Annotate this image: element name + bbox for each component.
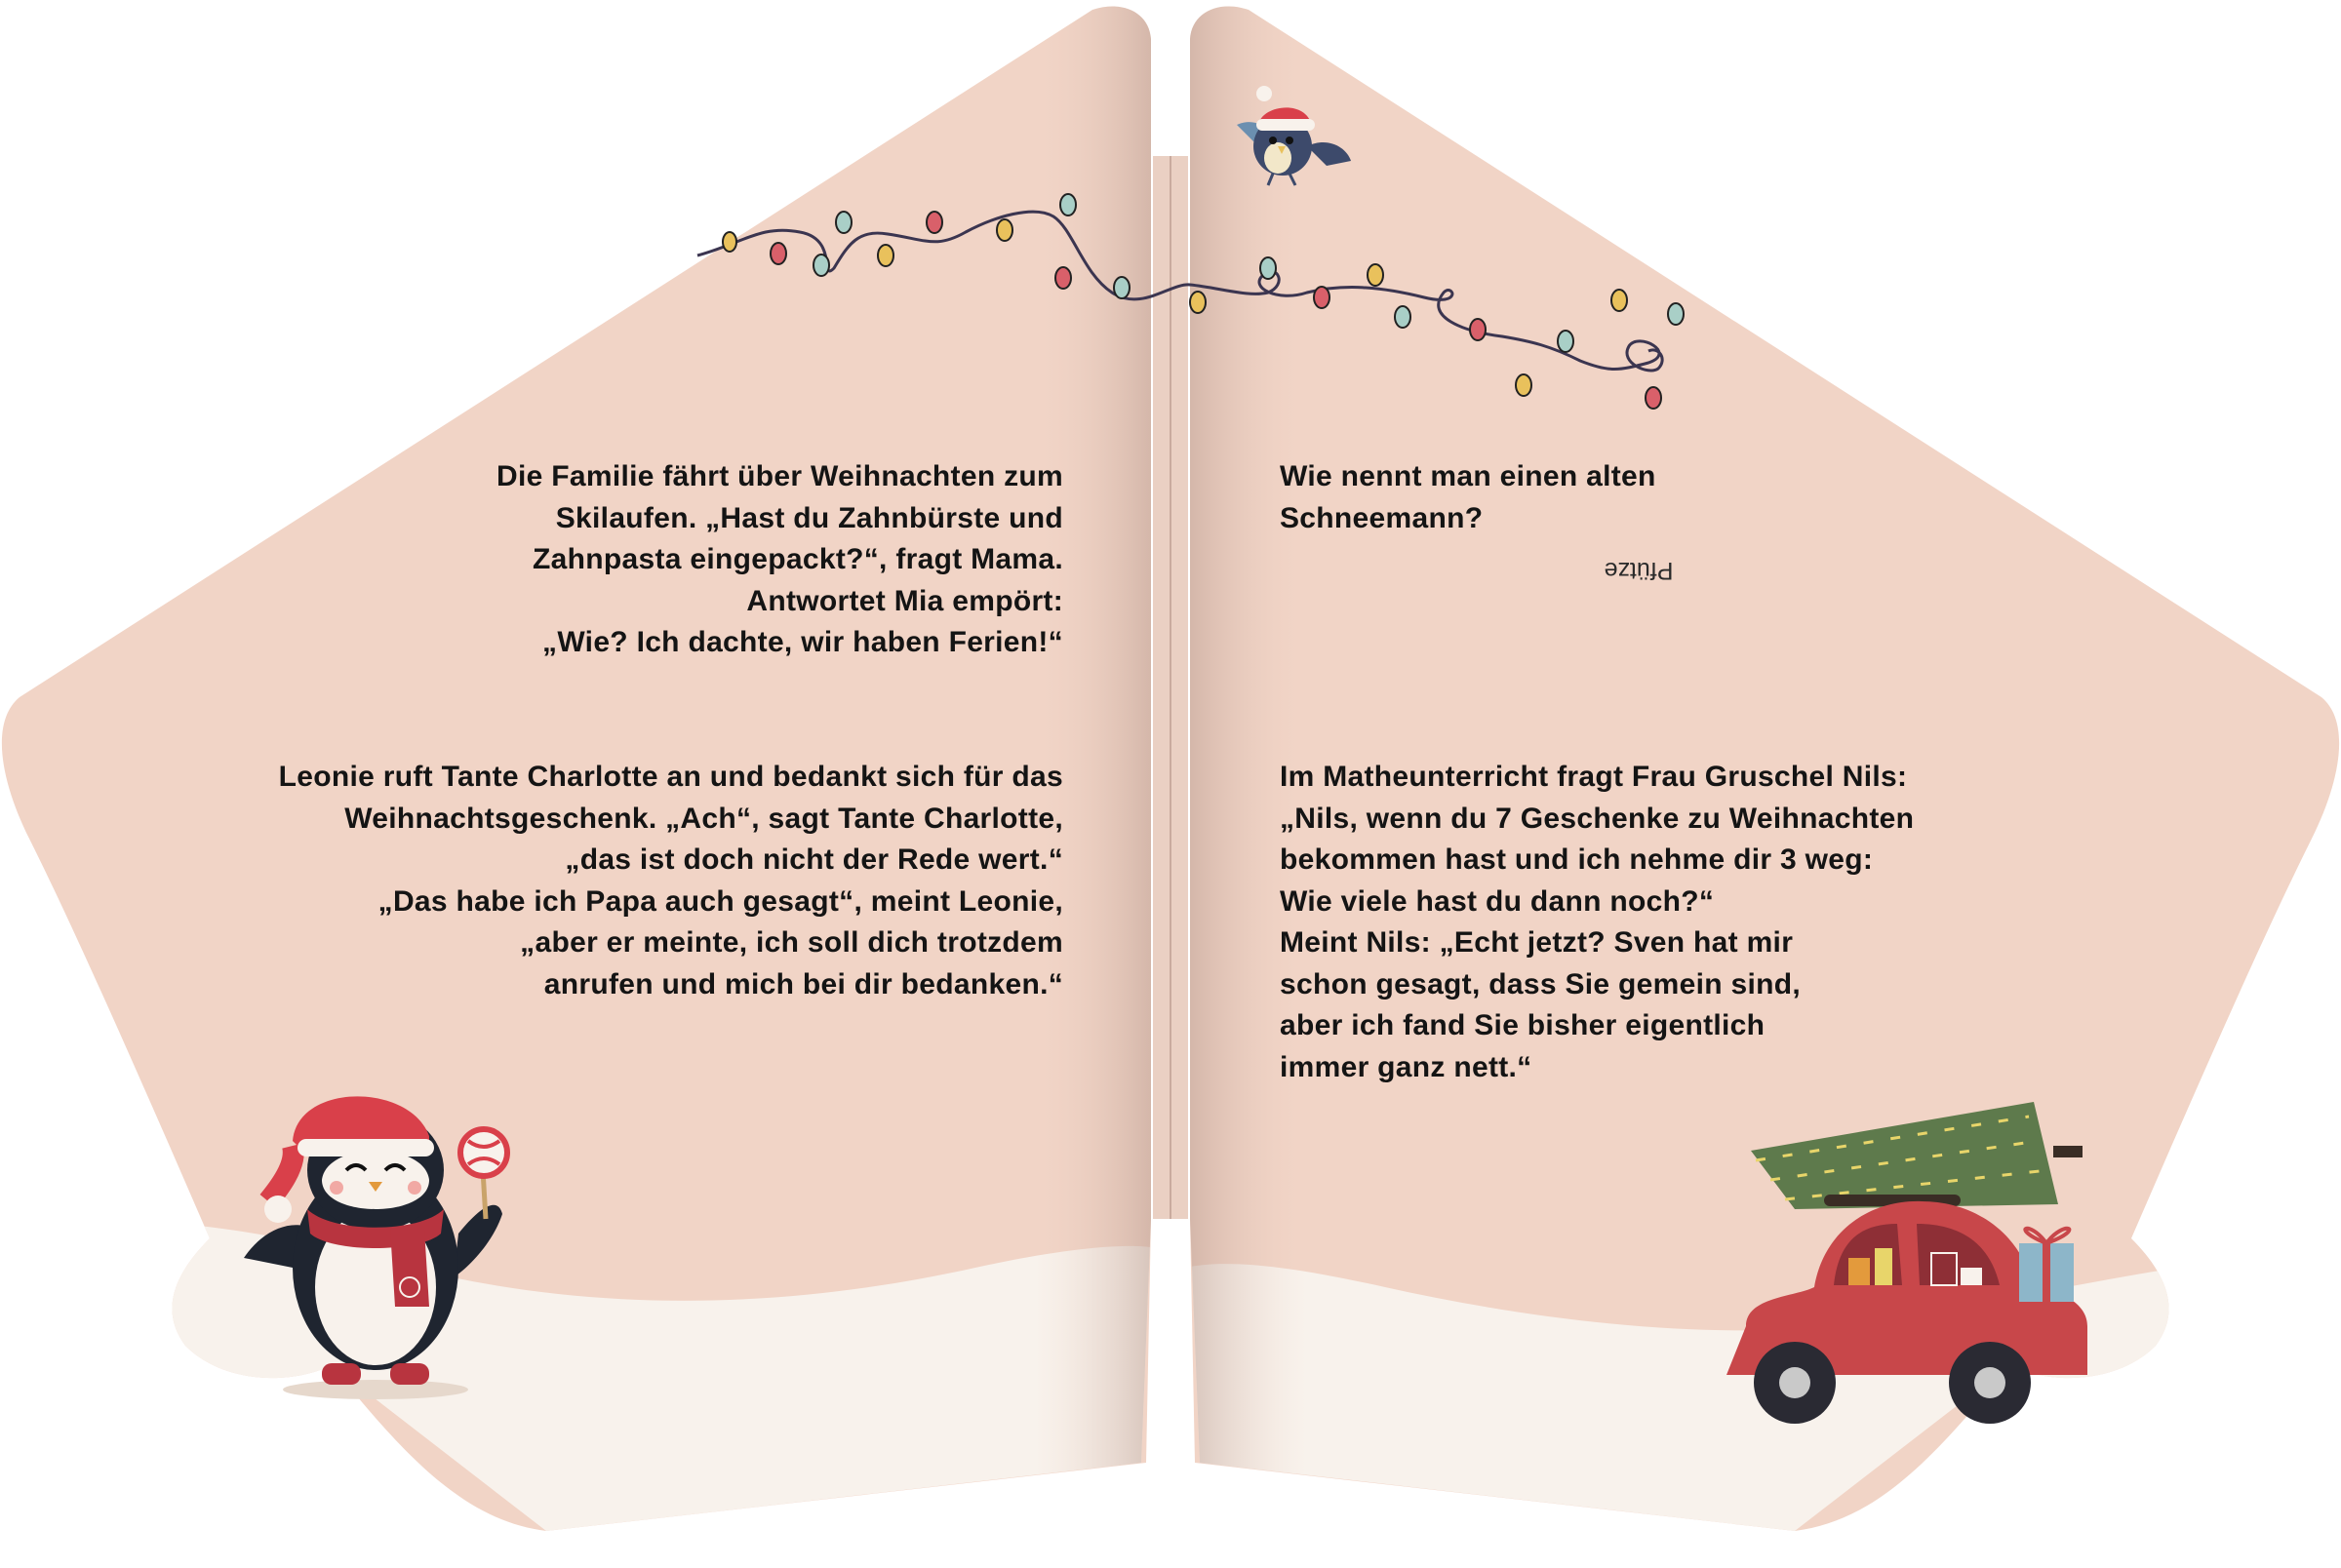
text-line: bekommen hast und ich nehme dir 3 weg: [1280, 843, 1874, 876]
text-line: „aber er meinte, ich soll dich trotzdem [520, 926, 1063, 959]
text-line: Wie viele hast du dann noch?“ [1280, 884, 1715, 918]
text-line: „Wie? Ich dachte, wir haben Ferien!“ [542, 626, 1063, 658]
text-line: Skilaufen. „Hast du Zahnbürste und [555, 501, 1063, 534]
right-riddle [1280, 456, 1963, 539]
text-line: „das ist doch nicht der Rede wert.“ [565, 843, 1063, 876]
text-line: Schneemann? [1280, 501, 1484, 534]
text-line: „Nils, wenn du 7 Geschenke zu Weihnachten [1280, 802, 1915, 835]
text-line: Die Familie fährt über Weihnachten zum [496, 460, 1063, 492]
text-line: Antwortet Mia empört: [746, 584, 1063, 617]
text-line: Meint Nils: „Echt jetzt? Sven hat mir [1280, 926, 1794, 959]
left-joke-2 [195, 757, 1063, 1005]
text-line: „Das habe ich Papa auch gesagt“, meint Leonie, [377, 884, 1063, 918]
text-line: Wie nennt man einen alten [1280, 460, 1656, 492]
text-line: anrufen und mich bei dir bedanken.“ [543, 967, 1063, 1000]
text-line: aber ich fand Sie bisher eigentlich [1280, 1009, 1766, 1041]
text-line: Zahnpasta eingepackt?“, fragt Mama. [533, 543, 1063, 575]
text-line: Leonie ruft Tante Charlotte an und bedankt sich für das [278, 761, 1063, 793]
riddle-answer-upside-down: Pfütze [1604, 557, 1674, 584]
text-line: schon gesagt, dass Sie gemein sind, [1280, 967, 1801, 1000]
text-line: Weihnachtsgeschenk. „Ach“, sagt Tante Charlotte, [344, 802, 1063, 835]
text-line: Im Matheunterricht fragt Frau Gruschel Nils: [1280, 761, 1908, 793]
right-joke-2 [1280, 757, 2060, 1088]
text-line: immer ganz nett.“ [1280, 1050, 1532, 1083]
left-joke-1 [322, 456, 1063, 664]
